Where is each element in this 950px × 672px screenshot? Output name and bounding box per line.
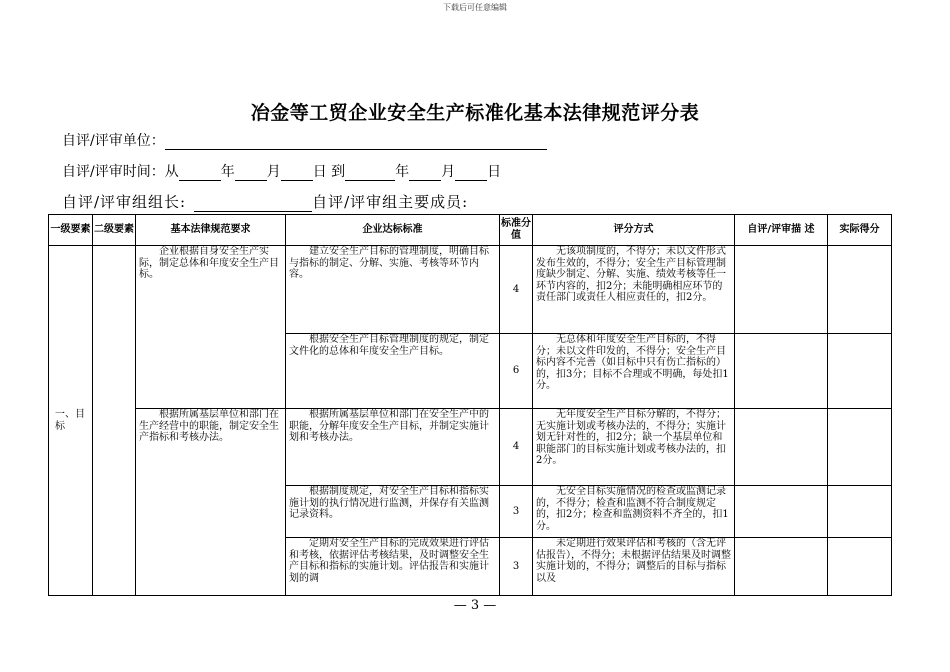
- requirement-cell: 企业根据自身安全生产实际，制定总体和年度安全生产目标。: [136, 246, 286, 409]
- to-month-blank: [409, 164, 441, 181]
- table-row: [49, 246, 892, 334]
- to-year-blank: [345, 164, 395, 181]
- month-label: 月: [266, 164, 281, 180]
- score-cell: 3: [500, 486, 533, 538]
- header-standard-score: 标准分值: [500, 215, 533, 246]
- members-label: 自评/评审组主要成员:: [312, 193, 469, 211]
- actual-score-cell[interactable]: [828, 409, 892, 486]
- review-description-cell[interactable]: [735, 486, 828, 538]
- actual-score-cell[interactable]: [828, 246, 892, 334]
- standard-cell: 根据安全生产目标管理制度的规定，制定文件化的总体和年度安全生产目标。: [286, 334, 500, 409]
- year-label: 年: [220, 164, 235, 180]
- review-description-cell[interactable]: [735, 409, 828, 486]
- method-cell: 无年度安全生产目标分解的，不得分；无实施计划或考核办法的，不得分；实施计划无针对性的，扣2分；缺一个基层单位和职能部门的目标实施计划或考核办法的，扣2分。: [533, 409, 735, 486]
- review-description-cell[interactable]: [735, 538, 828, 596]
- score-cell: 4: [500, 409, 533, 486]
- to-day-blank: [455, 164, 487, 181]
- header-compliance-standard: 企业达标标准: [286, 215, 500, 246]
- table-row: [49, 409, 892, 486]
- header-self-review-description: 自评/评审描 述: [735, 215, 828, 246]
- table-header-row: [49, 215, 892, 246]
- standard-cell: 根据制度规定，对安全生产目标和指标实施计划的执行情况进行监测，并保存有关监测记录资料。: [286, 486, 500, 538]
- unit-blank: [165, 133, 547, 150]
- method-cell: 无安全目标实施情况的检查或监测记录的，不得分；检查和监测不符合制度规定的，扣2分；检查和监测资料不齐全的，扣1分。: [533, 486, 735, 538]
- from-month-blank: [235, 164, 267, 181]
- score-cell: 4: [500, 246, 533, 334]
- from-day-blank: [281, 164, 313, 181]
- leader-label: 自评/评审组组长:: [62, 193, 187, 211]
- standard-cell: 根据所属基层单位和部门在安全生产中的职能，分解年度安全生产目标，并制定实施计划和考核办法。: [286, 409, 500, 486]
- header-legal-requirement: 基本法律规范要求: [136, 215, 286, 246]
- method-text: 未定期进行效果评估和考核的（含无评估报告），不得分；未根据评估结果及时调整实施计划的，不得分；调整后的目标与指标以及: [536, 538, 731, 584]
- method-cell: 无总体和年度安全生产目标的，不得分；未以文件印发的，不得分；安全生产目标内容不完善（如目标中只有伤亡指标的）的，扣3分；目标不合理或不明确，每处扣1分。: [533, 334, 735, 409]
- header-actual-score: 实际得分: [828, 215, 892, 246]
- leader-blank: [194, 195, 312, 212]
- header-primary-element: 一级要素: [49, 215, 93, 246]
- to-label: 日 到: [312, 164, 346, 180]
- time-label: 自评/评审时间：从: [62, 164, 179, 180]
- header-secondary-element: 二级要素: [93, 215, 136, 246]
- actual-score-cell[interactable]: [828, 486, 892, 538]
- score-cell: 3: [500, 538, 533, 596]
- review-description-cell[interactable]: [735, 334, 828, 409]
- scoring-table: [48, 214, 892, 596]
- review-description-cell[interactable]: [735, 246, 828, 334]
- unit-label: 自评/评审单位：: [62, 133, 165, 149]
- page-number: — 3 —: [453, 598, 497, 613]
- standard-cell: [286, 538, 500, 596]
- secondary-element-cell[interactable]: [93, 246, 136, 596]
- score-cell: 6: [500, 334, 533, 409]
- day-label: 日: [487, 164, 502, 180]
- actual-score-cell[interactable]: [828, 538, 892, 596]
- document-title: 冶金等工贸企业安全生产标准化基本法律规范评分表: [250, 102, 700, 124]
- standard-cell: 建立安全生产目标的管理制度，明确目标与指标的制定、分解、实施、考核等环节内容。: [286, 246, 500, 334]
- team-line: [62, 191, 468, 212]
- top-note: 下载后可任意编辑: [443, 3, 507, 12]
- month-label-2: 月: [441, 164, 456, 180]
- standard-text: 定期对安全生产目标的完成效果进行评估和考核，依据评估考核结果，及时调整安全生产目标和指标的实施计划。评估报告和实施计划的调: [289, 538, 489, 584]
- header-scoring-method: 评分方式: [533, 215, 735, 246]
- method-cell: [533, 538, 735, 596]
- from-year-blank: [179, 164, 221, 181]
- requirement-cell: 根据所属基层单位和部门在生产经营中的职能，制定安全生产指标和考核办法。: [136, 409, 286, 596]
- method-cell: 无该项制度的，不得分；未以文件形式发布生效的，不得分；安全生产目标管理制度缺少制定、分解、实施、绩效考核等任一环节内容的，扣2分；未能明确相应环节的责任部门或责任人相应责任的，扣2分。: [533, 246, 735, 334]
- year-label-2: 年: [395, 164, 410, 180]
- primary-element-cell: 一、目标: [49, 246, 93, 596]
- actual-score-cell[interactable]: [828, 334, 892, 409]
- unit-line: [62, 130, 547, 150]
- time-line: [62, 161, 501, 181]
